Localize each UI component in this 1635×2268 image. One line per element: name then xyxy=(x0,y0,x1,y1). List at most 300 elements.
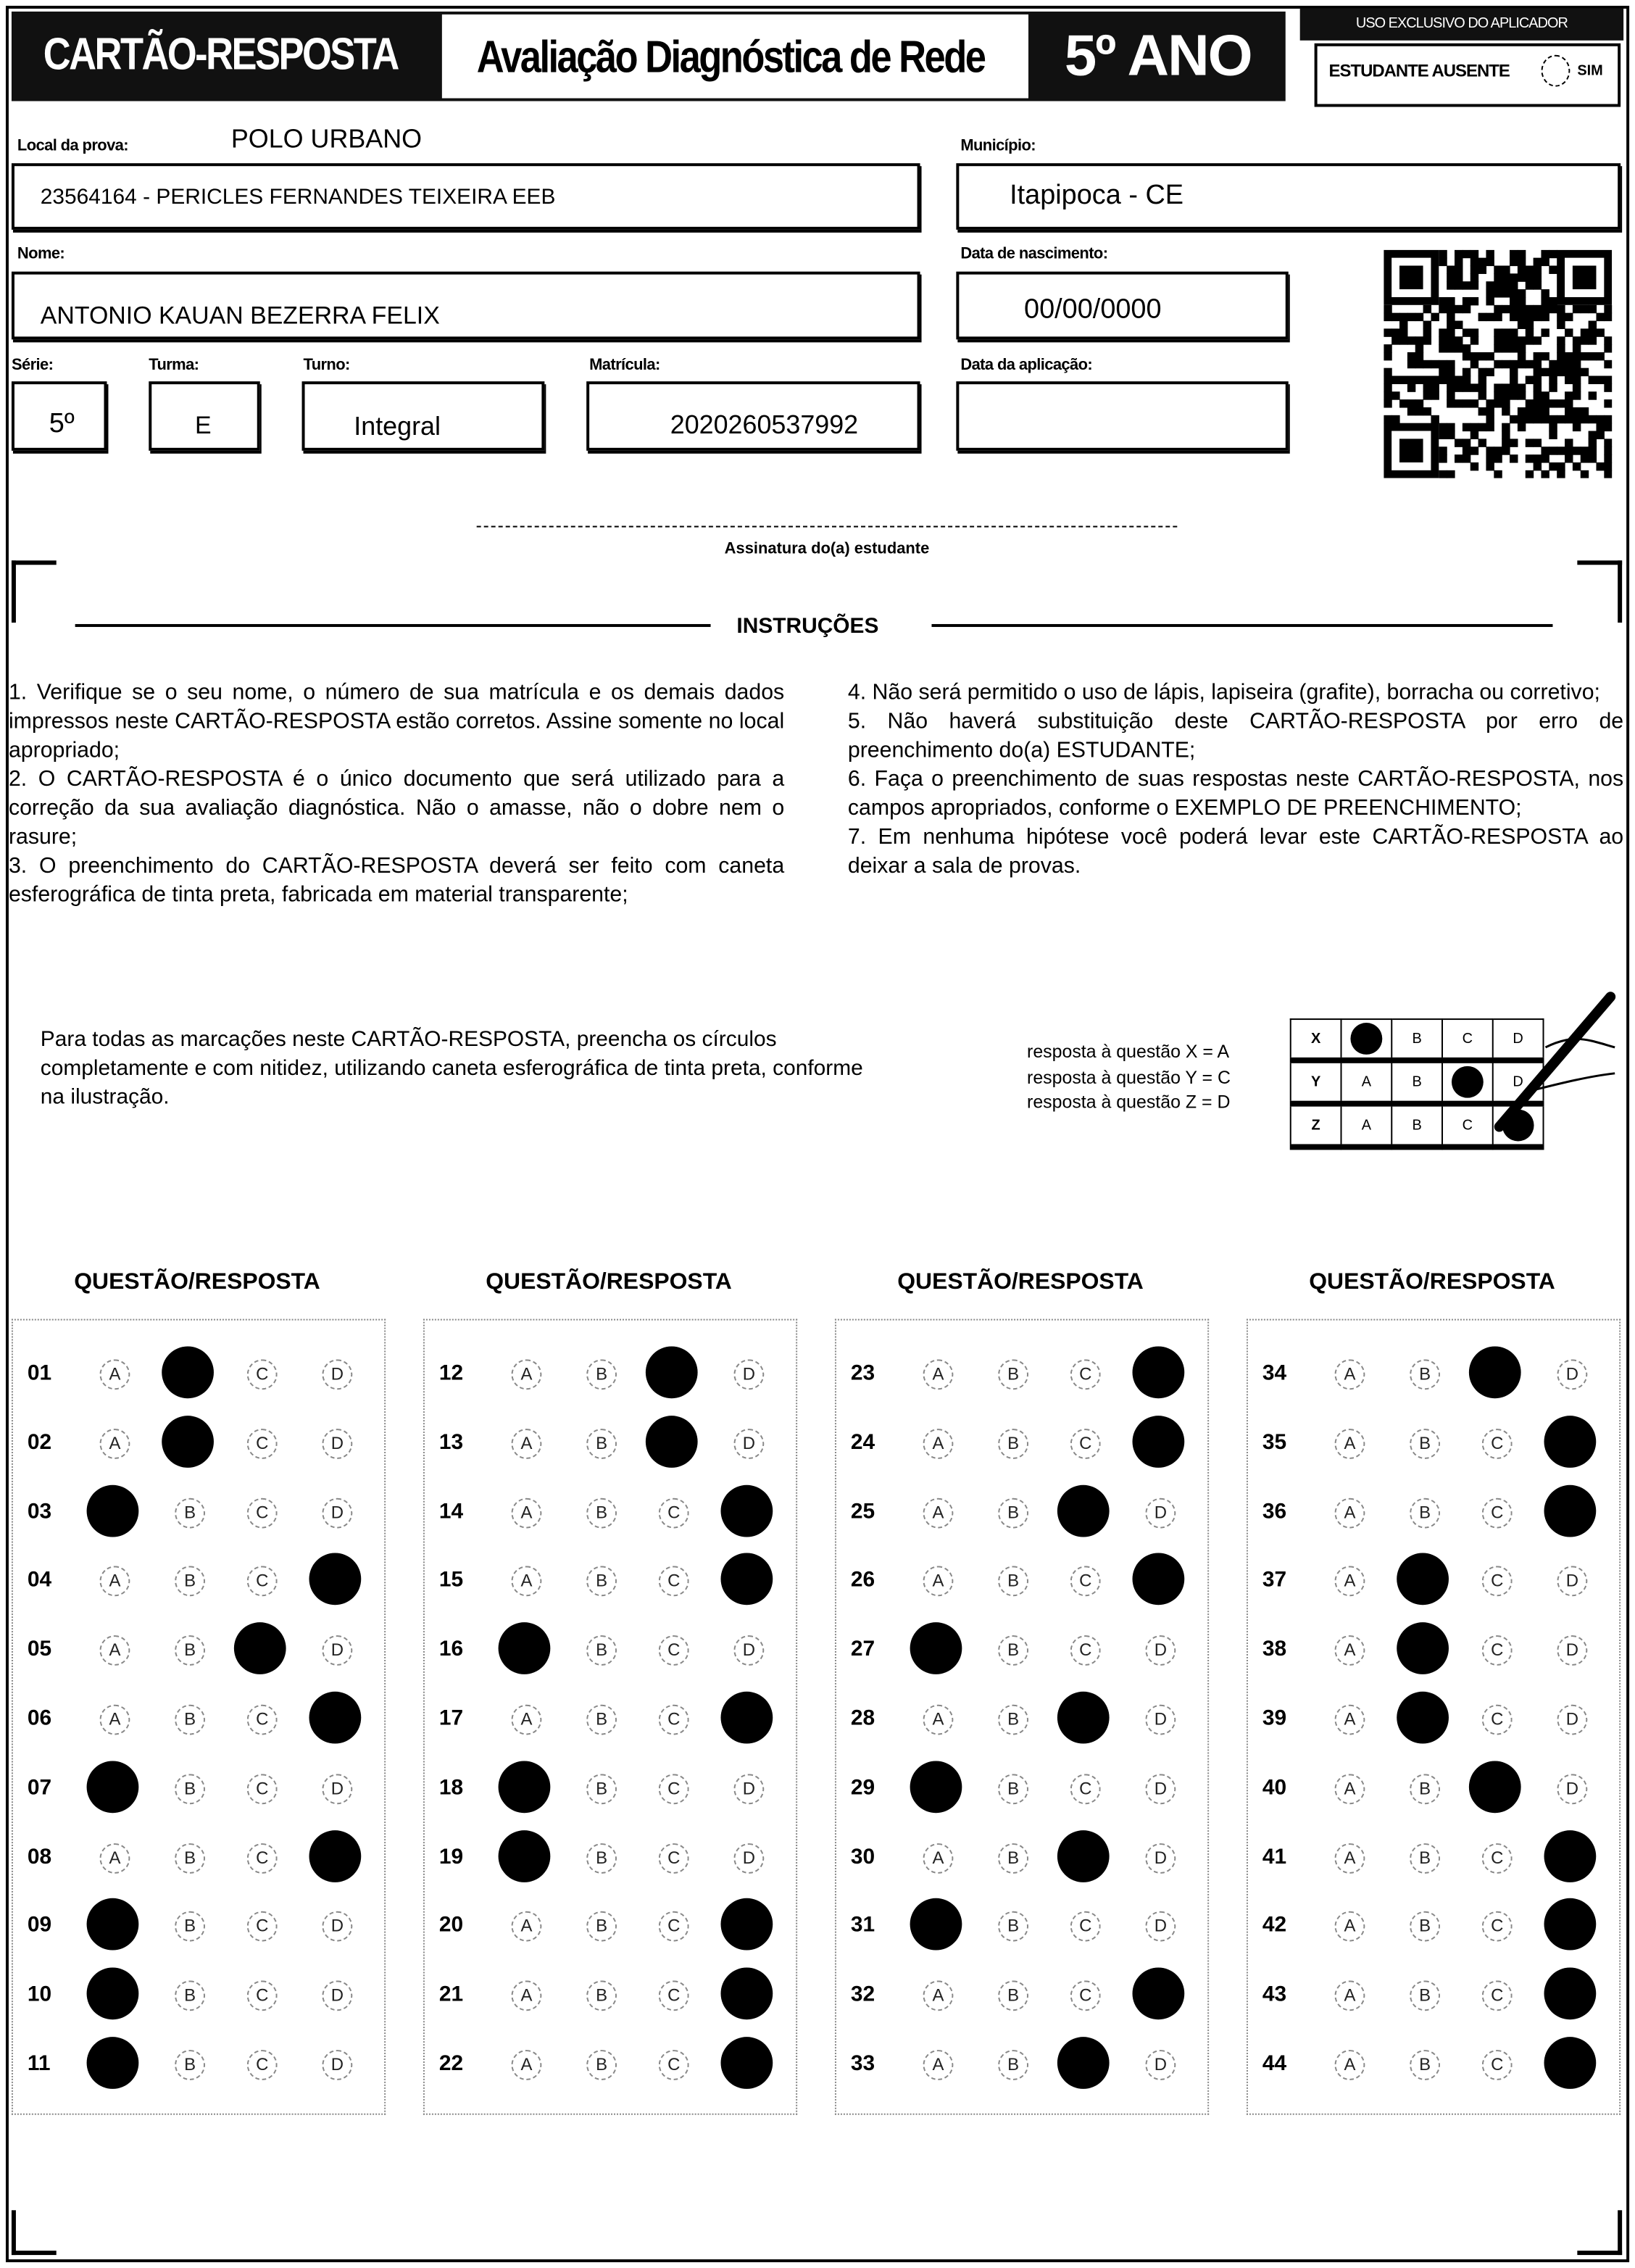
turma-value: E xyxy=(195,412,212,439)
filled-bubble-c[interactable] xyxy=(1057,1692,1110,1744)
filled-bubble-b[interactable] xyxy=(162,1416,214,1468)
filled-bubble-d[interactable] xyxy=(721,1899,773,1951)
filled-bubble-c[interactable] xyxy=(1469,1761,1521,1813)
bubble-c[interactable]: C xyxy=(659,1566,689,1597)
nome-field xyxy=(12,272,920,340)
bubble-c[interactable]: C xyxy=(247,1981,278,2011)
turno-label: Turno: xyxy=(303,357,350,375)
bubble-a[interactable]: A xyxy=(1335,1566,1365,1597)
bubble-c[interactable]: C xyxy=(659,1635,689,1666)
bubble-a[interactable]: A xyxy=(923,1429,954,1459)
answers-column-header: QUESTÃO/RESPOSTA xyxy=(74,1269,320,1295)
question-number: 29 xyxy=(850,1774,875,1800)
serie-value: 5º xyxy=(49,409,75,439)
question-number: 25 xyxy=(850,1498,875,1524)
bubble-c[interactable]: C xyxy=(659,1981,689,2011)
example-question: Y xyxy=(1291,1060,1341,1104)
serie-field xyxy=(12,381,107,451)
filled-bubble-d[interactable] xyxy=(721,1484,773,1537)
bubble-d[interactable]: D xyxy=(322,1359,352,1390)
matricula-field xyxy=(586,381,920,451)
bubble-c[interactable]: C xyxy=(1482,1635,1513,1666)
answer-row xyxy=(836,1689,1207,1747)
bubble-d[interactable]: D xyxy=(1557,1635,1587,1666)
bubble-b[interactable]: B xyxy=(1410,1843,1440,1873)
bubble-d[interactable]: D xyxy=(733,1843,764,1873)
bubble-c[interactable]: C xyxy=(247,1705,278,1735)
example-line: resposta à questão Z = D xyxy=(1027,1092,1231,1113)
bubble-c[interactable]: C xyxy=(247,2050,278,2080)
bubble-d[interactable]: D xyxy=(322,1774,352,1804)
filled-bubble-c[interactable] xyxy=(1057,1829,1110,1882)
bubble-a[interactable]: A xyxy=(1335,1705,1365,1735)
bubble-d[interactable]: D xyxy=(322,1429,352,1459)
bubble-a[interactable]: A xyxy=(1335,1843,1365,1873)
question-number: 04 xyxy=(27,1568,52,1593)
answer-row xyxy=(13,1620,384,1678)
answer-row xyxy=(13,1413,384,1471)
filled-bubble-d[interactable] xyxy=(1133,1416,1185,1468)
answer-row xyxy=(836,1413,1207,1471)
bubble-c[interactable]: C xyxy=(247,1566,278,1597)
bubble-a[interactable]: A xyxy=(1335,1359,1365,1390)
question-number: 43 xyxy=(1262,1982,1287,2007)
question-number: 44 xyxy=(1262,2051,1287,2076)
answer-row xyxy=(836,1896,1207,1954)
bubble-c[interactable]: C xyxy=(659,1705,689,1735)
bubble-a[interactable]: A xyxy=(923,1359,954,1390)
aplic-label: Data da aplicação: xyxy=(960,357,1093,375)
bubble-a[interactable]: A xyxy=(923,1705,954,1735)
question-number: 13 xyxy=(438,1429,464,1455)
question-number: 28 xyxy=(850,1706,875,1731)
bubble-b[interactable]: B xyxy=(586,1774,617,1804)
corner-mark-bottom-right xyxy=(1577,2210,1622,2255)
municipio-value: Itapipoca - CE xyxy=(1010,180,1184,211)
bubble-a[interactable]: A xyxy=(100,1635,130,1666)
filled-bubble-d[interactable] xyxy=(1544,2037,1597,2089)
filled-bubble-a[interactable] xyxy=(87,2037,139,2089)
bubble-b[interactable]: B xyxy=(586,1635,617,1666)
bubble-b[interactable]: B xyxy=(175,1843,205,1873)
bubble-b[interactable]: B xyxy=(586,1843,617,1873)
filled-bubble-b[interactable] xyxy=(1397,1623,1449,1675)
bubble-d[interactable]: D xyxy=(1557,1359,1587,1390)
example-question: Z xyxy=(1291,1104,1341,1147)
question-number: 19 xyxy=(438,1844,464,1869)
answer-row xyxy=(1248,1413,1619,1471)
bubble-c[interactable]: C xyxy=(1070,1912,1101,1943)
answer-row xyxy=(1248,1482,1619,1540)
bubble-a[interactable]: A xyxy=(512,1359,542,1390)
bubble-b[interactable]: B xyxy=(586,1705,617,1735)
answer-row xyxy=(13,2034,384,2092)
question-number: 35 xyxy=(1262,1429,1287,1455)
bubble-d[interactable]: D xyxy=(322,2050,352,2080)
answer-row xyxy=(1248,1896,1619,1954)
answer-row xyxy=(13,1896,384,1954)
question-number: 26 xyxy=(850,1568,875,1593)
bubble-c[interactable]: C xyxy=(1482,1843,1513,1873)
example-option: B xyxy=(1391,1019,1442,1060)
question-number: 09 xyxy=(27,1913,52,1938)
applicator-label: USO EXCLUSIVO DO APLICADOR xyxy=(1300,9,1623,41)
absent-bubble[interactable] xyxy=(1542,55,1570,87)
signature-line[interactable] xyxy=(477,526,1178,527)
bubble-b[interactable]: B xyxy=(175,1635,205,1666)
filled-bubble-a[interactable] xyxy=(87,1761,139,1813)
bubble-b[interactable]: B xyxy=(998,1843,1028,1873)
signature-label: Assinatura do(a) estudante xyxy=(724,540,930,558)
bubble-d[interactable]: D xyxy=(1145,1843,1176,1873)
filled-bubble-d[interactable] xyxy=(1544,1416,1597,1468)
filled-bubble-a[interactable] xyxy=(910,1623,962,1675)
bubble-a[interactable]: A xyxy=(1335,1498,1365,1528)
bubble-d[interactable]: D xyxy=(1145,2050,1176,2080)
question-number: 07 xyxy=(27,1774,52,1800)
question-number: 15 xyxy=(438,1568,464,1593)
bubble-b[interactable]: B xyxy=(998,1705,1028,1735)
example-option: D xyxy=(1493,1060,1544,1104)
bubble-b[interactable]: B xyxy=(1410,1429,1440,1459)
question-number: 21 xyxy=(438,1982,464,2007)
bubble-d[interactable]: D xyxy=(1145,1774,1176,1804)
bubble-b[interactable]: B xyxy=(1410,2050,1440,2080)
bubble-b[interactable]: B xyxy=(175,1912,205,1943)
filled-bubble-d[interactable] xyxy=(1544,1829,1597,1882)
bubble-b[interactable]: B xyxy=(175,1981,205,2011)
bubble-b[interactable]: B xyxy=(998,2050,1028,2080)
bubble-b[interactable]: B xyxy=(1410,1498,1440,1528)
bubble-a[interactable]: A xyxy=(1335,2050,1365,2080)
question-number: 32 xyxy=(850,1982,875,2007)
bubble-c[interactable]: C xyxy=(1482,1566,1513,1597)
answer-row xyxy=(13,1758,384,1816)
nome-label: Nome: xyxy=(17,245,65,263)
turma-label: Turma: xyxy=(149,357,199,375)
bubble-c[interactable]: C xyxy=(1482,1981,1513,2011)
filled-bubble-a[interactable] xyxy=(87,1968,139,2020)
corner-mark-top-left xyxy=(12,560,57,623)
bubble-b[interactable]: B xyxy=(586,1498,617,1528)
bubble-a[interactable]: A xyxy=(100,1429,130,1459)
bubble-b[interactable]: B xyxy=(175,2050,205,2080)
bubble-a[interactable]: A xyxy=(923,1566,954,1597)
filled-bubble-c[interactable] xyxy=(646,1416,698,1468)
bubble-a[interactable]: A xyxy=(512,1566,542,1597)
bubble-a[interactable]: A xyxy=(923,1498,954,1528)
local-field xyxy=(12,163,920,230)
answer-row xyxy=(13,1827,384,1885)
bubble-c[interactable]: C xyxy=(247,1359,278,1390)
filled-bubble-d[interactable] xyxy=(721,1553,773,1606)
bubble-c[interactable]: C xyxy=(247,1429,278,1459)
bubble-b[interactable]: B xyxy=(998,1635,1028,1666)
answer-row xyxy=(425,1413,796,1471)
filled-bubble-d[interactable] xyxy=(1133,1553,1185,1606)
local-label: Local da prova: xyxy=(17,137,129,155)
fill-instruction: Para todas as marcações neste CARTÃO-RESPOSTA, preencha os círculos completamente e com nitidez, utilizando caneta esferográfica de tinta preta, conforme na ilustração. xyxy=(40,1027,863,1110)
filled-bubble-c[interactable] xyxy=(1057,1484,1110,1537)
example-filled-bubble xyxy=(1442,1060,1493,1104)
filled-bubble-a[interactable] xyxy=(499,1623,551,1675)
question-number: 16 xyxy=(438,1637,464,1662)
filled-bubble-d[interactable] xyxy=(1133,1346,1185,1398)
bubble-c[interactable]: C xyxy=(659,1843,689,1873)
example-option: A xyxy=(1341,1104,1392,1147)
instructions-right xyxy=(848,679,1623,881)
bubble-a[interactable]: A xyxy=(100,1843,130,1873)
bubble-b[interactable]: B xyxy=(586,2050,617,2080)
example-option: C xyxy=(1442,1104,1493,1147)
serie-label: Série: xyxy=(11,357,54,375)
answer-row xyxy=(425,1758,796,1816)
filled-bubble-c[interactable] xyxy=(234,1623,286,1675)
filled-bubble-a[interactable] xyxy=(499,1761,551,1813)
filled-bubble-c[interactable] xyxy=(646,1346,698,1398)
matricula-label: Matrícula: xyxy=(589,357,660,375)
nasc-value: 00/00/0000 xyxy=(1024,294,1162,325)
question-number: 37 xyxy=(1262,1568,1287,1593)
example-option: D xyxy=(1493,1019,1544,1060)
bubble-a[interactable]: A xyxy=(512,1705,542,1735)
bubble-c[interactable]: C xyxy=(1070,1359,1101,1390)
bubble-d[interactable]: D xyxy=(733,1635,764,1666)
bubble-d[interactable]: D xyxy=(1557,1566,1587,1597)
bubble-a[interactable]: A xyxy=(512,1429,542,1459)
question-number: 42 xyxy=(1262,1913,1287,1938)
matricula-value: 2020260537992 xyxy=(670,410,859,439)
question-number: 12 xyxy=(438,1361,464,1386)
bubble-c[interactable]: C xyxy=(247,1774,278,1804)
bubble-c[interactable]: C xyxy=(247,1912,278,1943)
example-option: C xyxy=(1442,1019,1493,1060)
bubble-c[interactable]: C xyxy=(1482,1429,1513,1459)
local-value: 23564164 - PERICLES FERNANDES TEIXEIRA EEB xyxy=(40,185,556,209)
bubble-b[interactable]: B xyxy=(998,1566,1028,1597)
bubble-c[interactable]: C xyxy=(659,1774,689,1804)
example-option: B xyxy=(1391,1060,1442,1104)
bubble-b[interactable]: B xyxy=(998,1429,1028,1459)
bubble-b[interactable]: B xyxy=(175,1705,205,1735)
bubble-b[interactable]: B xyxy=(175,1498,205,1528)
filled-bubble-d[interactable] xyxy=(309,1692,362,1744)
polo-value: POLO URBANO xyxy=(230,124,423,154)
example-option: A xyxy=(1341,1060,1392,1104)
answers-column-header: QUESTÃO/RESPOSTA xyxy=(486,1269,732,1295)
filled-bubble-d[interactable] xyxy=(721,1968,773,2020)
nasc-label: Data de nascimento: xyxy=(960,245,1108,263)
bubble-a[interactable]: A xyxy=(100,1705,130,1735)
answer-row xyxy=(836,1965,1207,2023)
filled-bubble-d[interactable] xyxy=(721,1692,773,1744)
bubble-b[interactable]: B xyxy=(586,1981,617,2011)
bubble-b[interactable]: B xyxy=(586,1359,617,1390)
question-number: 23 xyxy=(850,1361,875,1386)
bubble-b[interactable]: B xyxy=(1410,1359,1440,1390)
question-number: 06 xyxy=(27,1706,52,1731)
filled-bubble-b[interactable] xyxy=(1397,1692,1449,1744)
question-number: 17 xyxy=(438,1706,464,1731)
bubble-a[interactable]: A xyxy=(100,1359,130,1390)
turma-field xyxy=(149,381,259,451)
filled-bubble-c[interactable] xyxy=(1469,1346,1521,1398)
bubble-a[interactable]: A xyxy=(923,2050,954,2080)
question-number: 08 xyxy=(27,1844,52,1869)
example-legend xyxy=(1027,1040,1231,1116)
bubble-a[interactable]: A xyxy=(923,1843,954,1873)
answer-row xyxy=(1248,1343,1619,1401)
question-number: 22 xyxy=(438,2051,464,2076)
answer-row xyxy=(836,1550,1207,1608)
divider xyxy=(75,624,711,627)
question-number: 33 xyxy=(850,2051,875,2076)
bubble-d[interactable]: D xyxy=(733,1429,764,1459)
example-question: X xyxy=(1291,1019,1341,1060)
filled-bubble-c[interactable] xyxy=(1057,2037,1110,2089)
qr-code xyxy=(1384,250,1612,478)
instruction-item: 5. Não haverá substituição deste CARTÃO-RESPOSTA por erro de preenchimento do(a) ESTUDANTE; xyxy=(847,709,1624,763)
municipio-label: Município: xyxy=(960,137,1036,155)
filled-bubble-d[interactable] xyxy=(309,1553,362,1606)
answer-row xyxy=(1248,2034,1619,2092)
bubble-a[interactable]: A xyxy=(923,1981,954,2011)
answer-row xyxy=(836,2034,1207,2092)
question-number: 30 xyxy=(850,1844,875,1869)
filled-bubble-a[interactable] xyxy=(910,1899,962,1951)
question-number: 03 xyxy=(27,1498,52,1524)
bubble-b[interactable]: B xyxy=(175,1566,205,1597)
bubble-a[interactable]: A xyxy=(1335,1912,1365,1943)
bubble-c[interactable]: C xyxy=(1482,1705,1513,1735)
bubble-b[interactable]: B xyxy=(175,1774,205,1804)
bubble-b[interactable]: B xyxy=(1410,1981,1440,2011)
bubble-a[interactable]: A xyxy=(1335,1635,1365,1666)
question-number: 38 xyxy=(1262,1637,1287,1662)
bubble-c[interactable]: C xyxy=(1482,1912,1513,1943)
bubble-c[interactable]: C xyxy=(1482,2050,1513,2080)
bubble-b[interactable]: B xyxy=(586,1429,617,1459)
answer-row xyxy=(1248,1965,1619,2023)
answer-row xyxy=(425,1827,796,1885)
filled-bubble-d[interactable] xyxy=(721,2037,773,2089)
bubble-b[interactable]: B xyxy=(1410,1912,1440,1943)
example-line: resposta à questão X = A xyxy=(1027,1041,1230,1062)
municipio-field xyxy=(956,163,1621,230)
absent-option: SIM xyxy=(1577,63,1603,80)
answers-column xyxy=(12,1319,386,2115)
bubble-d[interactable]: D xyxy=(1557,1705,1587,1735)
bubble-d[interactable]: D xyxy=(322,1981,352,2011)
instruction-item: 3. O preenchimento do CARTÃO-RESPOSTA deverá ser feito com caneta esferográfica de tinta preta, fabricada em material transparente; xyxy=(8,853,785,907)
bubble-c[interactable]: C xyxy=(1070,1774,1101,1804)
bubble-a[interactable]: A xyxy=(512,1498,542,1528)
bubble-d[interactable]: D xyxy=(1145,1912,1176,1943)
bubble-d[interactable]: D xyxy=(733,1774,764,1804)
question-number: 40 xyxy=(1262,1774,1287,1800)
filled-bubble-a[interactable] xyxy=(499,1829,551,1882)
bubble-b[interactable]: B xyxy=(586,1912,617,1943)
bubble-c[interactable]: C xyxy=(1070,1981,1101,2011)
bubble-a[interactable]: A xyxy=(512,1912,542,1943)
filled-bubble-d[interactable] xyxy=(1133,1968,1185,2020)
bubble-d[interactable]: D xyxy=(322,1912,352,1943)
bubble-c[interactable]: C xyxy=(1482,1498,1513,1528)
answer-row xyxy=(425,2034,796,2092)
bubble-a[interactable]: A xyxy=(512,2050,542,2080)
question-number: 24 xyxy=(850,1429,875,1455)
instruction-item: 6. Faça o preenchimento de suas respostas neste CARTÃO-RESPOSTA, nos campos apropriados, conforme o EXEMPLO DE PREENCHIMENTO; xyxy=(847,767,1624,821)
corner-mark-top-right xyxy=(1577,560,1622,623)
bubble-d[interactable]: D xyxy=(322,1635,352,1666)
answer-row xyxy=(836,1758,1207,1816)
bubble-c[interactable]: C xyxy=(659,1912,689,1943)
bubble-c[interactable]: C xyxy=(247,1843,278,1873)
bubble-d[interactable]: D xyxy=(322,1498,352,1528)
bubble-b[interactable]: B xyxy=(998,1359,1028,1390)
bubble-a[interactable]: A xyxy=(512,1981,542,2011)
bubble-d[interactable]: D xyxy=(733,1359,764,1390)
bubble-b[interactable]: B xyxy=(998,1498,1028,1528)
bubble-b[interactable]: B xyxy=(998,1981,1028,2011)
bubble-c[interactable]: C xyxy=(1070,1635,1101,1666)
bubble-c[interactable]: C xyxy=(659,2050,689,2080)
filled-bubble-a[interactable] xyxy=(87,1899,139,1951)
answer-row xyxy=(836,1343,1207,1401)
bubble-a[interactable]: A xyxy=(100,1566,130,1597)
nome-value: ANTONIO KAUAN BEZERRA FELIX xyxy=(40,302,440,330)
bubble-a[interactable]: A xyxy=(1335,1981,1365,2011)
filled-bubble-d[interactable] xyxy=(1544,1899,1597,1951)
turno-field xyxy=(302,381,545,451)
filled-bubble-b[interactable] xyxy=(162,1346,214,1398)
filled-bubble-b[interactable] xyxy=(1397,1553,1449,1606)
instruction-item: 2. O CARTÃO-RESPOSTA é o único documento que será utilizado para a correção da sua avaliação diagnóstica. Não o amasse, não o dobre nem o rasure; xyxy=(8,767,785,850)
bubble-b[interactable]: B xyxy=(586,1566,617,1597)
answer-row xyxy=(425,1482,796,1540)
example-filled-bubble xyxy=(1341,1019,1392,1060)
filled-bubble-d[interactable] xyxy=(1544,1968,1597,2020)
turno-value: Integral xyxy=(354,412,441,441)
question-number: 10 xyxy=(27,1982,52,2007)
bubble-d[interactable]: D xyxy=(1557,1774,1587,1804)
answers-column xyxy=(835,1319,1209,2115)
answers-column xyxy=(423,1319,797,2115)
bubble-d[interactable]: D xyxy=(1145,1498,1176,1528)
bubble-c[interactable]: C xyxy=(247,1498,278,1528)
question-number: 18 xyxy=(438,1774,464,1800)
question-number: 05 xyxy=(27,1637,52,1662)
answer-row xyxy=(425,1896,796,1954)
filled-bubble-d[interactable] xyxy=(309,1829,362,1882)
bubble-a[interactable]: A xyxy=(1335,1774,1365,1804)
bubble-b[interactable]: B xyxy=(998,1912,1028,1943)
bubble-d[interactable]: D xyxy=(1145,1635,1176,1666)
bubble-b[interactable]: B xyxy=(998,1774,1028,1804)
bubble-c[interactable]: C xyxy=(659,1498,689,1528)
nasc-field xyxy=(956,272,1288,340)
bubble-a[interactable]: A xyxy=(1335,1429,1365,1459)
bubble-b[interactable]: B xyxy=(1410,1774,1440,1804)
bubble-d[interactable]: D xyxy=(1145,1705,1176,1735)
filled-bubble-a[interactable] xyxy=(87,1484,139,1537)
filled-bubble-d[interactable] xyxy=(1544,1484,1597,1537)
bubble-c[interactable]: C xyxy=(1070,1429,1101,1459)
bubble-c[interactable]: C xyxy=(1070,1566,1101,1597)
answers-column-header: QUESTÃO/RESPOSTA xyxy=(1309,1269,1555,1295)
answer-row xyxy=(13,1343,384,1401)
filled-bubble-a[interactable] xyxy=(910,1761,962,1813)
